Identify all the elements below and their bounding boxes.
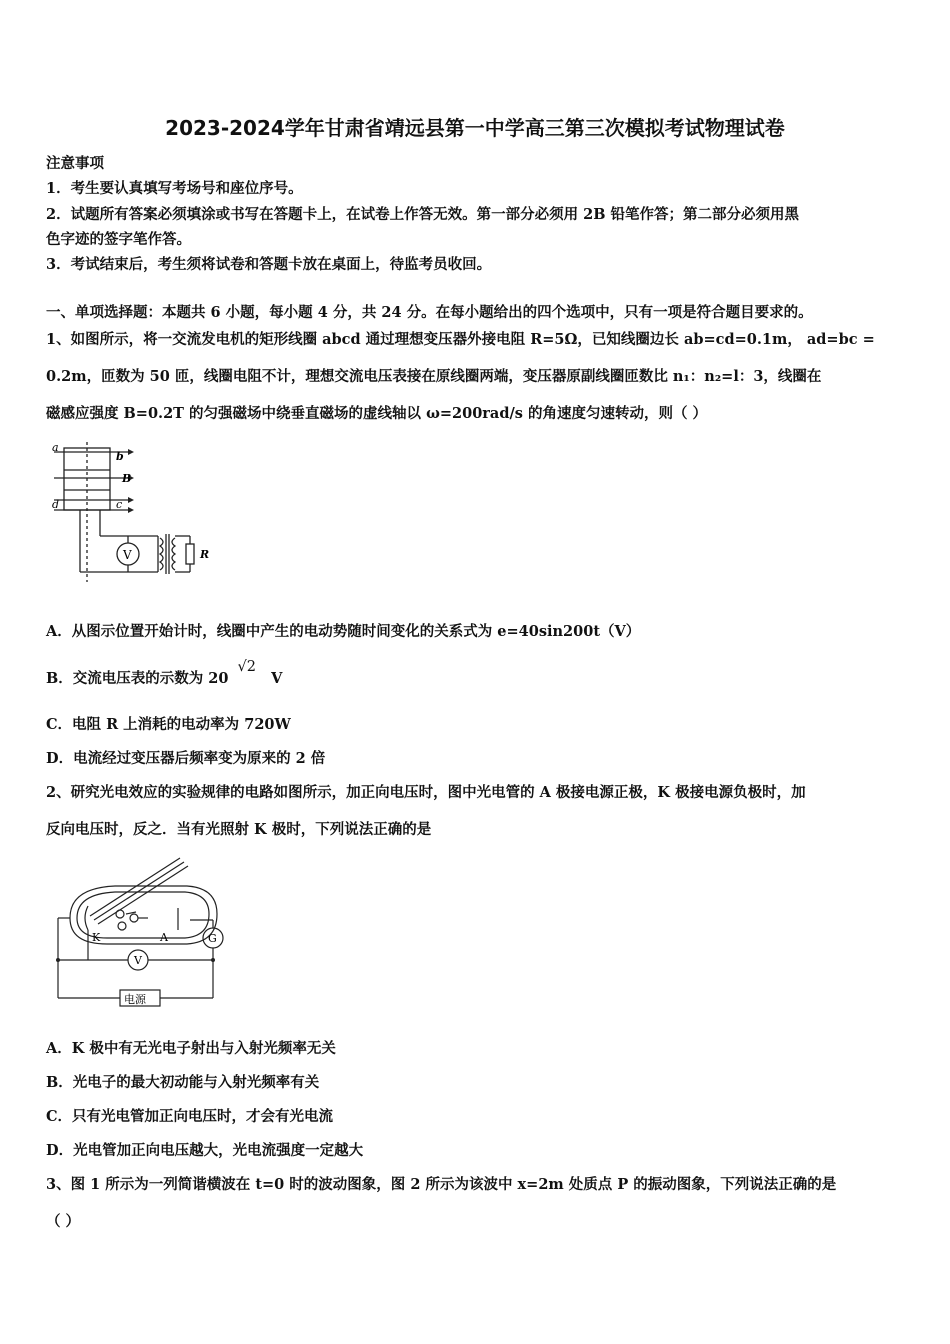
question-1-text: 磁感应强度 B=0.2T 的匀强磁场中绕垂直磁场的虚线轴以 ω=200rad/s 的角速度匀速转动，则（ ） xyxy=(46,405,708,422)
q2-option-d: D．光电管加正向电压越大，光电流强度一定越大 xyxy=(46,1142,364,1159)
voltmeter-label: V xyxy=(123,548,132,562)
question-2-text: 2、研究光电效应的实验规律的电路如图所示，加正向电压时，图中光电管的 A 极接电源正极，K 极接电源负极时，加 xyxy=(46,784,806,801)
q1-option-c: C．电阻 R 上消耗的电动率为 720W xyxy=(46,716,291,733)
label-b: b xyxy=(116,450,124,463)
question-3-text: （ ） xyxy=(46,1213,81,1230)
label-a: a xyxy=(52,441,59,454)
question-2-text: 反向电压时，反之．当有光照射 K 极时，下列说法正确的是 xyxy=(46,821,432,838)
notice-item: 色字迹的签字笔作答。 xyxy=(46,231,191,248)
question-3-text: 3、图 1 所示为一列简谐横波在 t=0 时的波动图象，图 2 所示为该波中 x=2m 处质点 P 的振动图象，下列说法正确的是 xyxy=(46,1176,837,1193)
label-d: d xyxy=(52,498,60,511)
sqrt-two: √2 xyxy=(237,659,257,675)
notice-item: 1．考生要认真填写考场号和座位序号。 xyxy=(46,180,303,197)
q2-option-b: B．光电子的最大初动能与入射光频率有关 xyxy=(46,1074,320,1091)
q1-option-d: D．电流经过变压器后频率变为原来的 2 倍 xyxy=(46,750,326,767)
notice-item: 2．试题所有答案必须填涂或书写在答题卡上，在试卷上作答无效。第一部分必须用 2B 铅笔作答；第二部分必须用黑 xyxy=(46,206,800,223)
resistor-label: R xyxy=(200,548,210,561)
power-supply-label: 电源 xyxy=(124,993,146,1006)
section-heading: 一、单项选择题：本题共 6 小题，每小题 4 分，共 24 分。在每小题给出的四个选项中，只有一项是符合题目要求的。 xyxy=(46,304,813,321)
label-B: B xyxy=(122,472,132,485)
q1-option-b xyxy=(46,659,908,688)
notice-item: 3．考试结束后，考生须将试卷和答题卡放在桌面上，待监考员收回。 xyxy=(46,256,492,273)
q2-option-a: A．K 极中有无光电子射出与入射光频率无关 xyxy=(46,1040,336,1057)
generator-transformer-figure xyxy=(50,440,220,585)
photoelectric-circuit-figure xyxy=(50,848,235,1010)
galvanometer-label: G xyxy=(208,932,217,945)
label-c: c xyxy=(116,498,123,511)
question-1-text: 1、如图所示，将一交流发电机的矩形线圈 abcd 通过理想变压器外接电阻 R=5Ω，已知线圈边长 ab=cd=0.1m， ad=bc = xyxy=(46,331,875,348)
cathode-label: K xyxy=(92,931,101,944)
q1-option-b-unit: V xyxy=(271,670,283,687)
question-1-text: 0.2m，匝数为 50 匝，线圈电阻不计，理想交流电压表接在原线圈两端，变压器原副线圈匝数比 n₁：n₂=l：3，线圈在 xyxy=(46,368,822,385)
notice-heading: 注意事项 xyxy=(46,155,104,172)
q1-option-b-text: B．交流电压表的示数为 20 xyxy=(46,670,229,687)
page-title: 2023-2024学年甘肃省靖远县第一中学高三第三次模拟考试物理试卷 xyxy=(165,116,785,140)
q2-option-c: C．只有光电管加正向电压时，才会有光电流 xyxy=(46,1108,334,1125)
voltmeter-label: V xyxy=(134,954,142,967)
anode-label: A xyxy=(160,931,168,944)
q1-option-a: A．从图示位置开始计时，线圈中产生的电动势随时间变化的关系式为 e=40sin200t（V） xyxy=(46,623,641,640)
